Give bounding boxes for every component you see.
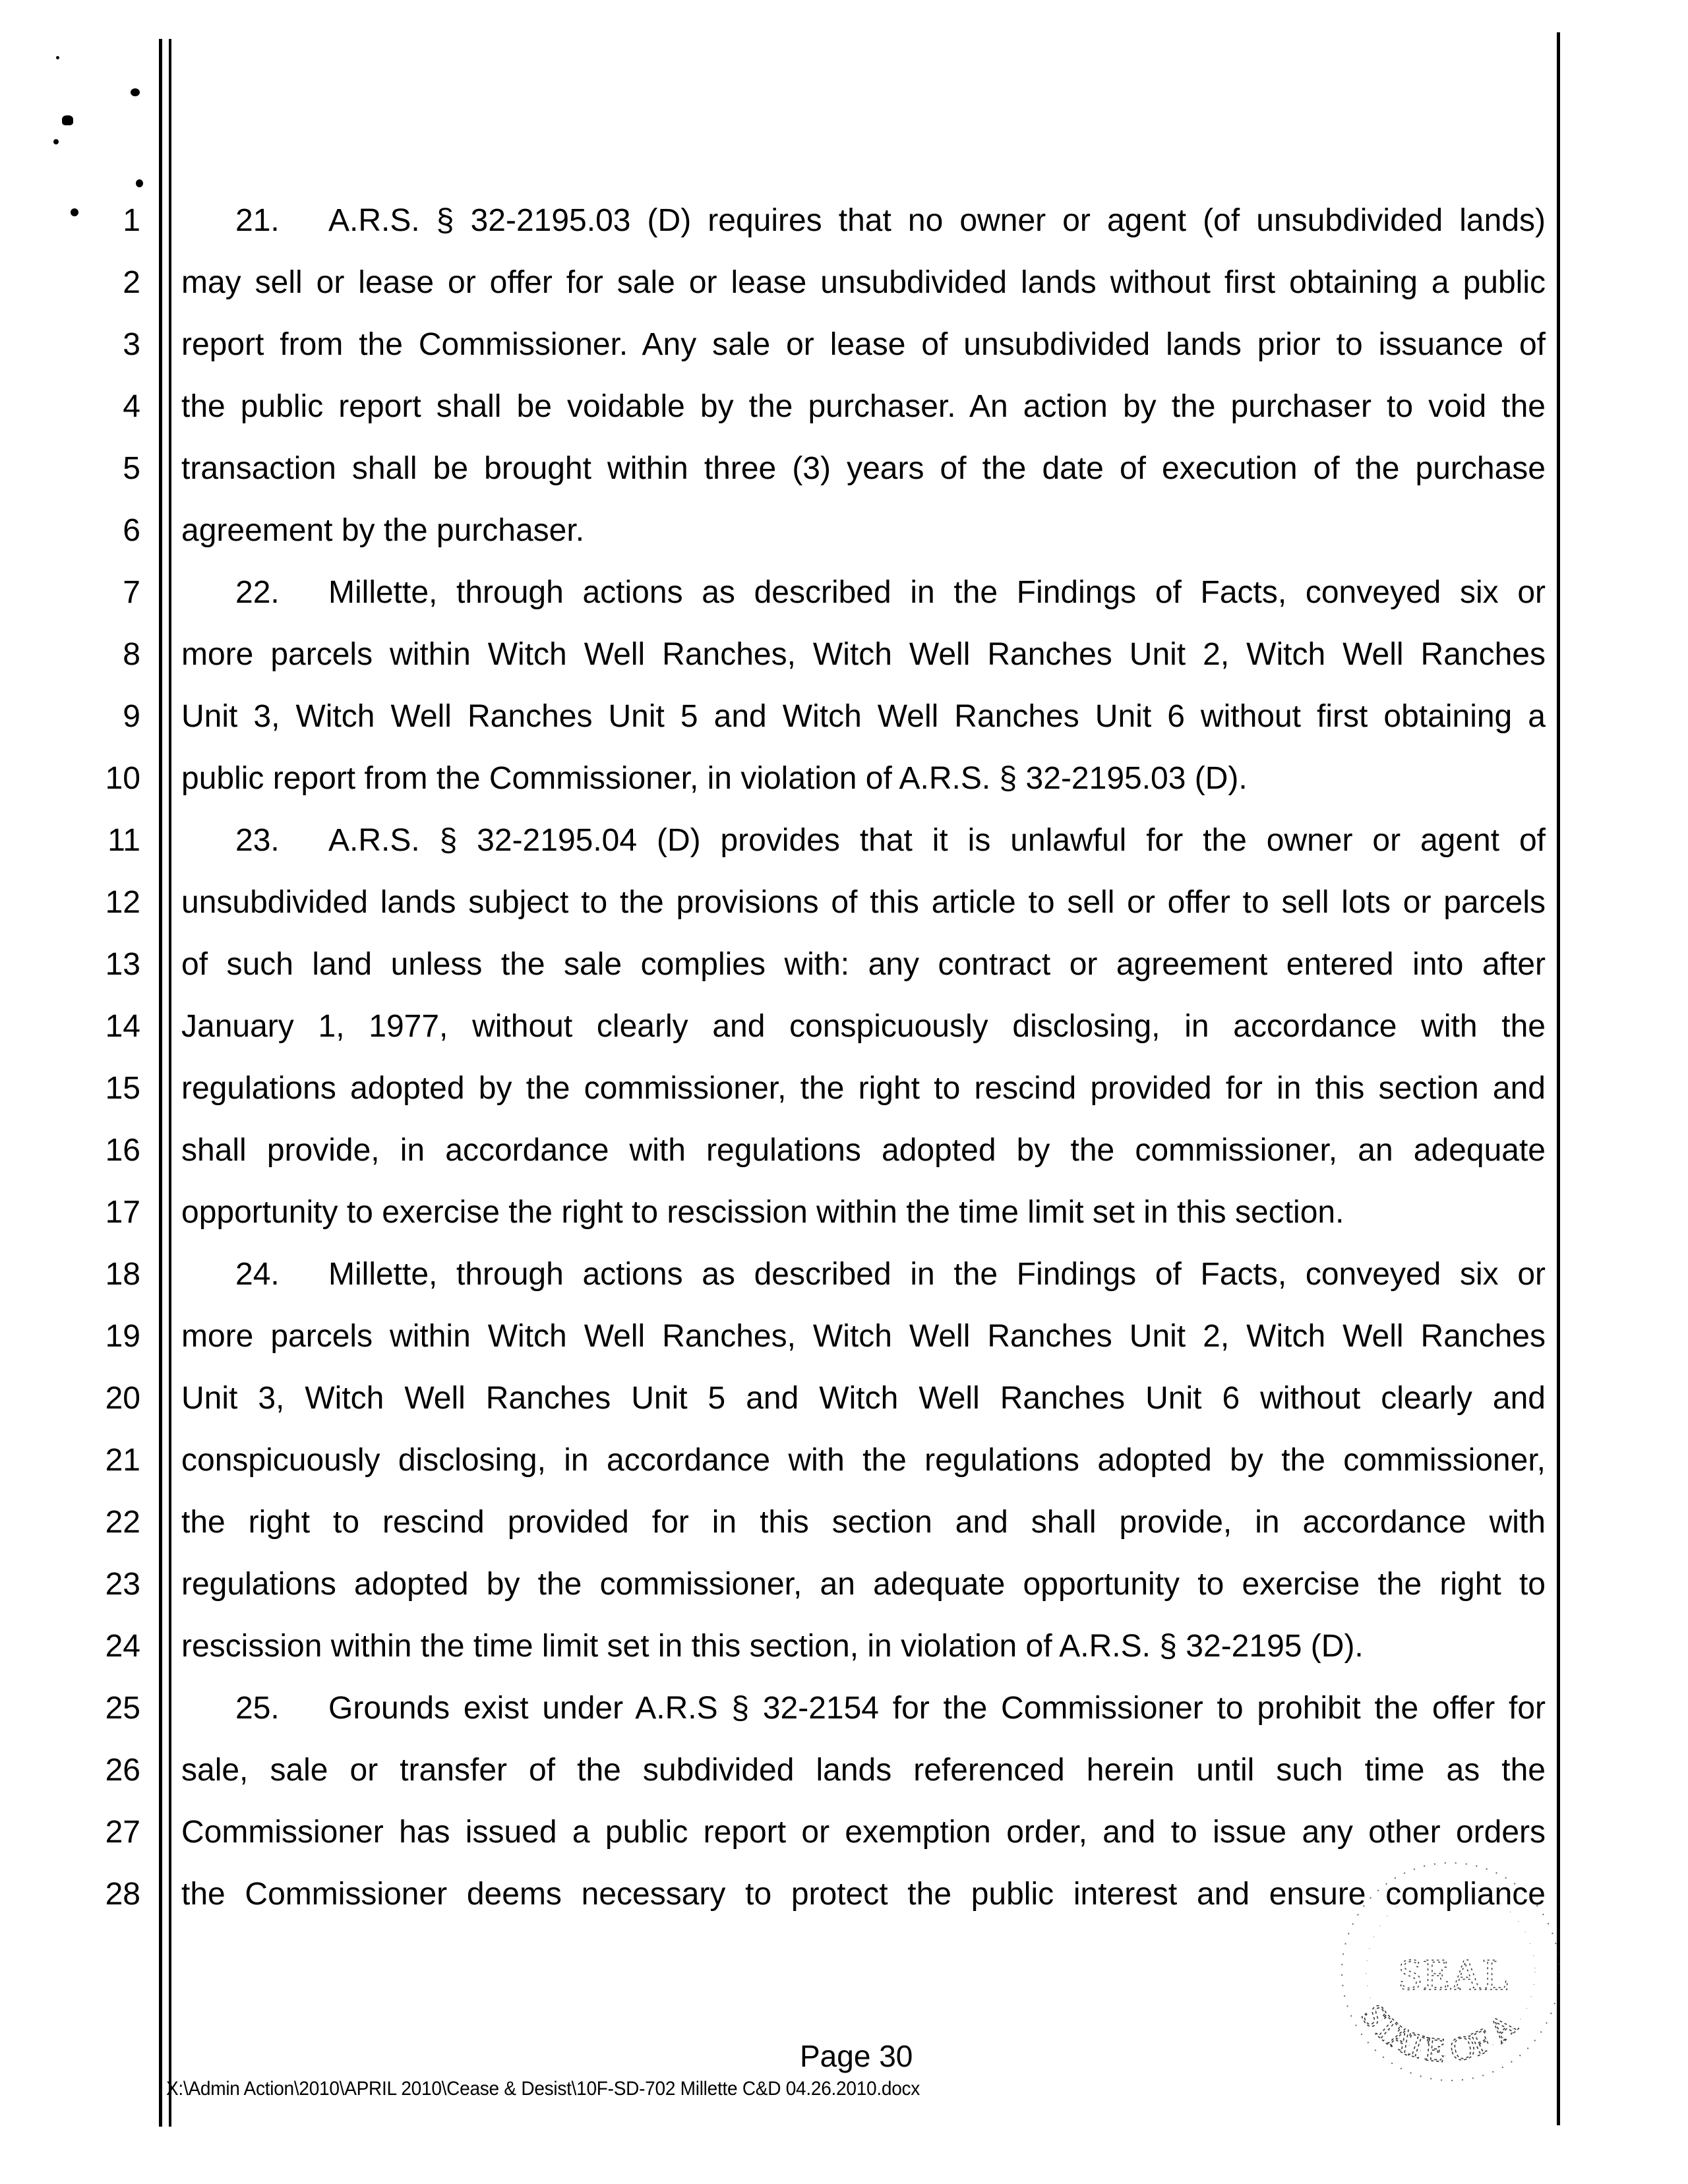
paragraph-text: A.R.S. § 32-2195.03 (D) requires that no owner or agent (of unsubdivided lands) [328,203,1546,238]
line-number: 26 [105,1753,140,1788]
line-number: 13 [105,947,140,982]
paragraph-number: 21. [235,203,280,238]
line-number: 1 [123,203,140,238]
line-number: 3 [123,327,140,362]
paragraph-line: may sell or lease or offer for sale or lease unsubdivided lands without first obtaining a public [181,265,1546,300]
paragraph-first-line [181,1244,1546,1306]
scan-speck [131,88,140,96]
paragraph-line: more parcels within Witch Well Ranches, Witch Well Ranches Unit 2, Witch Well Ranches [181,637,1546,672]
notary-seal-icon [1312,1846,1576,2123]
paragraph-line: report from the Commissioner. Any sale or lease of unsubdivided lands prior to issuance of [181,327,1546,362]
line-number: 4 [123,389,140,424]
line-number: 10 [105,761,140,796]
line-number: 17 [105,1195,140,1230]
seal-center-text: SEAL [1398,1949,1510,1999]
paragraph-text: A.R.S. § 32-2195.04 (D) provides that it is unlawful for the owner or agent of [328,823,1546,858]
paragraph-line: of such land unless the sale complies with: any contract or agreement entered into after [181,947,1546,982]
line-number-column [79,190,140,1926]
paragraph-line: rescission within the time limit set in this section, in violation of A.R.S. § 32-2195 (D). [181,1629,1364,1664]
line-number: 5 [123,451,140,486]
paragraph-line: regulations adopted by the commissioner, the right to rescind provided for in this section and [181,1071,1546,1106]
paragraph-number: 23. [235,823,280,858]
paragraph-line: public report from the Commissioner, in violation of A.R.S. § 32-2195.03 (D). [181,761,1248,796]
line-number: 6 [123,513,140,548]
paragraph-line: Unit 3, Witch Well Ranches Unit 5 and Witch Well Ranches Unit 6 without clearly and [181,1381,1546,1416]
seal-arc-text: STATE OF A [1353,1997,1524,2070]
line-number: 14 [105,1009,140,1044]
paragraph-line: opportunity to exercise the right to rescission within the time limit set in this section. [181,1195,1344,1230]
paragraph-first-line [181,190,1546,252]
scan-speck [71,208,78,216]
paragraph-number: 25. [235,1691,280,1726]
line-number: 25 [105,1691,140,1726]
line-number: 11 [107,823,140,858]
line-number: 9 [123,699,140,734]
paragraph-line: regulations adopted by the commissioner, an adequate opportunity to exercise the right to [181,1567,1546,1602]
paragraph-line: unsubdivided lands subject to the provisions of this article to sell or offer to sell lots or parcels [181,885,1546,920]
paragraph-line: agreement by the purchaser. [181,513,585,548]
paragraph-line: Unit 3, Witch Well Ranches Unit 5 and Witch Well Ranches Unit 6 without first obtaining a [181,699,1546,734]
document-body [181,190,1546,1926]
left-margin-rule-outer [159,39,162,2127]
paragraph-line: January 1, 1977, without clearly and conspicuously disclosing, in accordance with the [181,1009,1546,1044]
paragraph-line: transaction shall be brought within three (3) years of the date of execution of the purchase [181,451,1546,486]
file-path-footer: X:\Admin Action\2010\APRIL 2010\Cease & Desist\10F-SD-702 Millette C&D 04.26.2010.docx [166,2078,920,2100]
line-number: 15 [105,1071,140,1106]
line-number: 22 [105,1505,140,1540]
line-number: 23 [105,1567,140,1602]
paragraph-line: the public report shall be voidable by the purchaser. An action by the purchaser to void the [181,389,1546,424]
line-number: 12 [105,885,140,920]
paragraph-line: Commissioner has issued a public report or exemption order, and to issue any other orders [181,1815,1546,1850]
line-number: 16 [105,1133,140,1168]
paragraph-first-line [181,562,1546,624]
paragraph-line: conspicuously disclosing, in accordance with the regulations adopted by the commissioner, [181,1443,1546,1478]
line-number: 8 [123,637,140,672]
paragraph-number: 24. [235,1257,280,1292]
paragraph-line: more parcels within Witch Well Ranches, Witch Well Ranches Unit 2, Witch Well Ranches [181,1319,1546,1354]
line-number: 2 [123,265,140,300]
scan-speck [62,115,73,125]
paragraph-line: the right to rescind provided for in this section and shall provide, in accordance with [181,1505,1546,1540]
line-number: 27 [105,1815,140,1850]
paragraph-first-line [181,810,1546,872]
paragraph-number: 22. [235,575,280,610]
paragraph-first-line [181,1678,1546,1740]
paragraph-line: shall provide, in accordance with regulations adopted by the commissioner, an adequate [181,1133,1546,1168]
line-number: 21 [105,1443,140,1478]
line-number: 24 [105,1629,140,1664]
line-number: 19 [105,1319,140,1354]
line-number: 20 [105,1381,140,1416]
page-number: Page 30 [800,2039,913,2073]
paragraph-line: the Commissioner deems necessary to protect the public interest and ensure compliance [181,1877,1546,1912]
paragraph-text: Millette, through actions as described in the Findings of Facts, conveyed six or [328,575,1546,610]
right-margin-rule [1557,32,1560,2125]
line-number: 7 [123,575,140,610]
paragraph-line: sale, sale or transfer of the subdivided lands referenced herein until such time as the [181,1753,1546,1788]
paragraph-text: Grounds exist under A.R.S § 32-2154 for the Commissioner to prohibit the offer for [328,1691,1546,1726]
paragraph-text: Millette, through actions as described in the Findings of Facts, conveyed six or [328,1257,1546,1292]
line-number: 28 [105,1877,140,1912]
left-margin-rule-inner [169,39,171,2127]
scan-speck [56,56,59,59]
scan-speck [53,139,59,144]
scan-speck [136,179,143,187]
line-number: 18 [105,1257,140,1292]
